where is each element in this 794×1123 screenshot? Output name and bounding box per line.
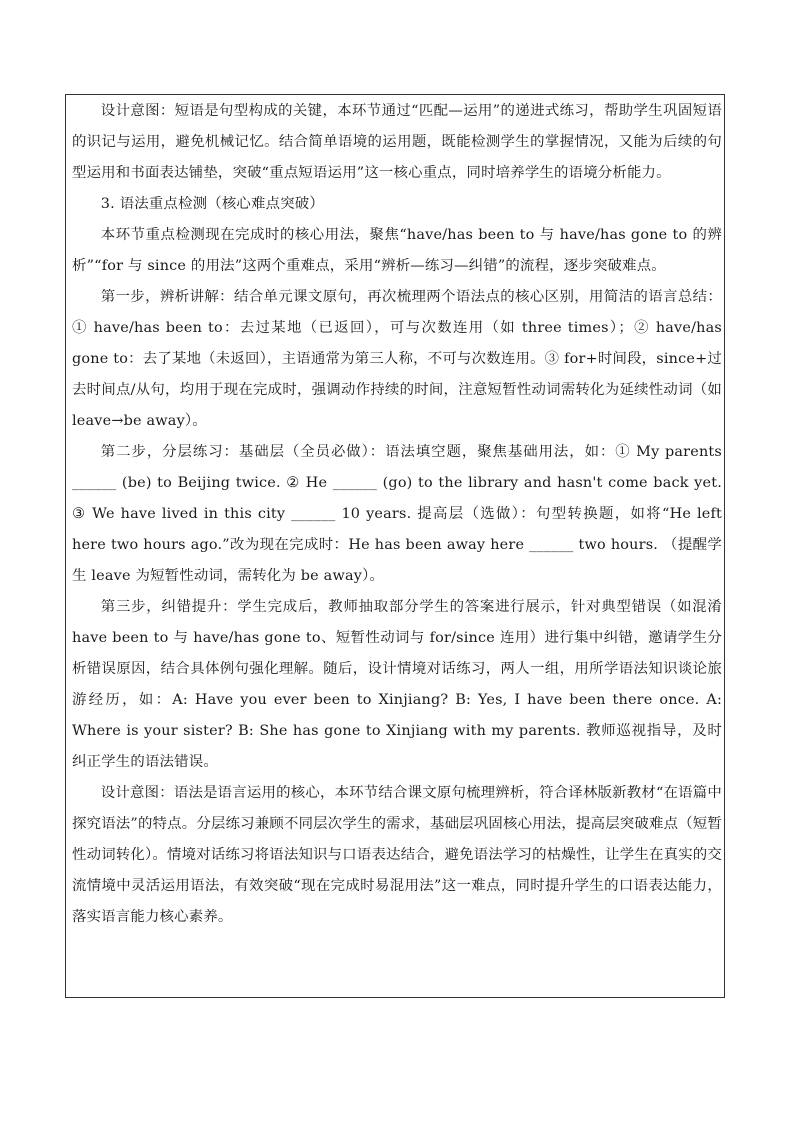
step-three-paragraph: 第三步，纠错提升：学生完成后，教师抽取部分学生的答案进行展示，针对典型错误（如混淆 have been to 与 have/has gone to、短暂性动词与 for/since 连用）进行集中纠错，邀请学生分析错误原因，结合具体例句强化理解。随后，设计情境对话练习，两人一组，用所学语法知识谈论旅游经历，如：A: Have you ever been to Xinjiang? B: Yes, I have been there once. A: Where is your sister? B: She has gone to Xinjiang with my parents. 教师巡视指导，及时纠正学生的语法错误。: [72, 599, 722, 770]
grammar-intro-paragraph: 本环节重点检测现在完成时的核心用法，聚焦“have/has been to 与 have/has gone to 的辨析”“for 与 since 的用法”这两个重难点，采用“辨析—练习—纠错”的流程，逐步突破难点。: [72, 227, 722, 274]
design-intent-paragraph-2: 设计意图：语法是语言运用的核心，本环节结合课文原句梳理辨析，符合译林版新教材“在语篇中探究语法”的特点。分层练习兼顾不同层次学生的需求，基础层巩固核心用法，提高层突破难点（短暂性动词转化）。情境对话练习将语法知识与口语表达结合，避免语法学习的枯燥性，让学生在真实的交流情境中灵活运用语法，有效突破“现在完成时易混用法”这一难点，同时提升学生的口语表达能力，落实语言能力核心素养。: [72, 785, 722, 925]
section-heading-grammar-check: 3. 语法重点检测（核心难点突破）: [100, 196, 324, 212]
step-one-paragraph: 第一步，辨析讲解：结合单元课文原句，再次梳理两个语法点的核心区别，用简洁的语言总结：① have/has been to：去过某地（已返回），可与次数连用（如 three times）；② have/has gone to：去了某地（未返回），主语通常为第三人称，不可与次数连用。③ for+时间段，since+过去时间点/从句，均用于现在完成时，强调动作持续的时间，注意短暂性动词需转化为延续性动词（如 leave→be away）。: [72, 289, 722, 429]
design-intent-paragraph-1: 设计意图：短语是句型构成的关键，本环节通过“匹配—运用”的递进式练习，帮助学生巩固短语的识记与运用，避免机械记忆。结合简单语境的运用题，既能检测学生的掌握情况，又能为后续的句型运用和书面表达铺垫，突破“重点短语运用”这一核心重点，同时培养学生的语境分析能力。: [72, 103, 722, 181]
document-body: [72, 96, 722, 933]
step-two-paragraph: 第二步，分层练习：基础层（全员必做）：语法填空题，聚焦基础用法，如：① My parents ______ (be) to Beijing twice. ② He ______ (go) to the library and hasn't come back yet. ③ We have lived in this city ______ 10 years. 提高层（选做）：句型转换题，如将“He left here two hours ago.”改为现在完成时：He has been away here ______ two hours. （提醒学生 leave 为短暂性动词，需转化为 be away）。: [72, 444, 722, 584]
